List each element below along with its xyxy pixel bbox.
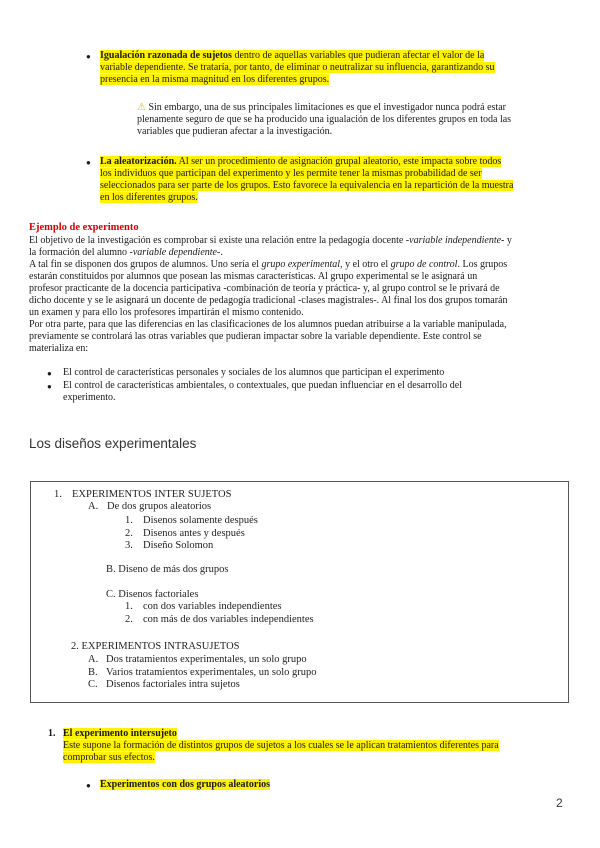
outline-item: De dos grupos aleatorios <box>107 501 212 512</box>
control-item-2: El control de características ambientales, o contextuales, que puedan influenciar en el desarrollo del experimento. <box>63 380 462 403</box>
outline-number: B. <box>88 667 98 678</box>
bullet-igualacion: Igualación razonada de sujetos dentro de aquellas variables que pudieran afectar el valor de la variable dependiente. Se trataría, por tanto, de eliminar o neutralizar su influencia, garantizando su presencia en la misma magnitud en los diferentes grupos. <box>100 50 495 85</box>
outline-number: C. <box>88 679 98 690</box>
outline-item: C. Disenos factoriales <box>106 589 199 600</box>
bullet-dot: ● <box>86 781 91 790</box>
page-number: 2 <box>556 796 563 810</box>
control-item-1: El control de características personales y sociales de los alumnos que participan el experimento <box>63 367 445 378</box>
outline-number: 3. <box>125 540 133 551</box>
bullet-dot: ● <box>86 158 91 167</box>
outline-number: 1. <box>54 489 62 500</box>
example-body: El objetivo de la investigación es comprobar si existe una relación entre la pedagogía docente -variable independiente- y la formación del alumno -variable dependiente-. A tal fin se disponen dos grupos de alumnos. Uno sería el grupo experimental, y el otro el grupo de control. Los grupos estarán constituidos por alumnos que posean las mismas características. Al grupo experimental se le asignará un profesor practicante de la docencia participativa -combinación de teoría y práctica- y, al grupo control se le privará de dicho docente y se le asignará un docente de pedagogía tradicional -clases magistrales-. Al final los dos grupos tomarán un examen y para ello los profesores impartirán el mismo contenido. Por otra parte, para que las diferencias en las clasificaciones de los alumnos puedan atribuirse a la variable manipulada, previamente se controlará las otras variables que pudieran impactar sobre la variable dependiente. Este control se materializa en: <box>29 235 512 354</box>
example-heading: Ejemplo de experimento <box>29 222 139 233</box>
outline-number: 1. <box>125 515 133 526</box>
outline-item: con más de dos variables independientes <box>143 614 314 625</box>
warning-icon: ⚠ <box>137 102 146 113</box>
bullet-dot: ● <box>86 52 91 61</box>
section-intersujeto: El experimento intersujeto Este supone la formación de distintos grupos de sujetos a los cuales se le aplican tratamientos diferentes para comprobar sus efectos. <box>63 728 499 763</box>
outline-item: Dos tratamientos experimentales, un solo grupo <box>106 654 307 665</box>
outline-item: Varios tratamientos experimentales, un solo grupo <box>106 667 317 678</box>
outline-item: con dos variables independientes <box>143 601 282 612</box>
outline-item: Disenos antes y después <box>143 528 245 539</box>
section-title: Los diseños experimentales <box>29 436 197 451</box>
outline-number: 2. <box>125 614 133 625</box>
bullet-dot: ● <box>47 382 52 391</box>
outline-item: Diseño Solomon <box>143 540 214 551</box>
outline-item: Disenos factoriales intra sujetos <box>106 679 240 690</box>
outline-number: A. <box>88 501 99 512</box>
outline-item: Disenos solamente después <box>143 515 258 526</box>
outline-item: B. Diseno de más dos grupos <box>106 564 229 575</box>
section-number: 1. <box>48 728 56 739</box>
outline-number: 2. <box>125 528 133 539</box>
outline-item: EXPERIMENTOS INTER SUJETOS <box>72 489 232 500</box>
bullet-dot: ● <box>47 369 52 378</box>
bullet-aleatorizacion: La aleatorización. Al ser un procedimiento de asignación grupal aleatorio, este impacta sobre todos los individuos que participan del experimento y les permite tener la mismas probabilidad de ser seleccionados para ser parte de los grupos. Esto favorece la equivalencia en la repartición de la muestra en los diferentes grupos. <box>100 156 514 203</box>
outline-number: 1. <box>125 601 133 612</box>
subsection-title: Experimentos con dos grupos aleatorios <box>100 779 270 790</box>
warning-note: ⚠ Sin embargo, una de sus principales limitaciones es que el investigador nunca podrá estar plenamente seguro de que se ha producido una igualación de los diferentes grupos en toda las variables que pudieran afectar a la investigación. <box>137 102 512 137</box>
outline-number: A. <box>88 654 99 665</box>
outline-item: 2. EXPERIMENTOS INTRASUJETOS <box>71 641 240 652</box>
